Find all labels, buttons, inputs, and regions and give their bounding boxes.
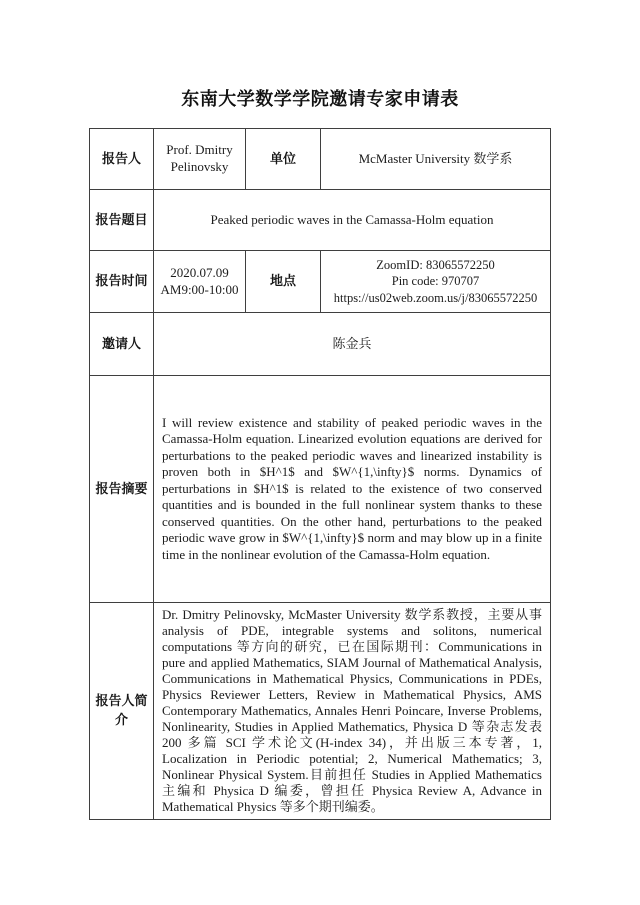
time-value [154,251,246,313]
topic-value: Peaked periodic waves in the Camassa-Holm equation [154,190,551,251]
row-inviter [90,313,551,376]
time-label: 报告时间 [90,251,154,313]
row-topic [90,190,551,251]
speaker-name-value: Prof. Dmitry Pelinovsky [154,129,246,190]
time-date-line: 2020.07.09 [170,264,229,280]
form-title: 东南大学数学学院邀请专家申请表 [181,89,459,109]
bio-text: Dr. Dmitry Pelinovsky, McMaster University 数学系教授，主要从事 analysis of PDE, integrable systems and solitons, numerical computations 等方向的研究，已在国际期刊：Communications in pure and applied Mathematics, SIAM Journal of Mathematical Analysis, Communications in Mathematical Physics, Communications in PDEs, Physics Reviewer Letters, Review in Mathematical Physics, AMS Contemporary Mathematics, Annales Henri Poincare, Inverse Problems, Nonlinearity, Studies in Applied Mathematics, Physica D 等杂志发表 200 多篇 SCI 学术论文(H-index 34)，并出版三本专著，1, Localization in Periodic potential; 2, Numerical Mathematics; 3, Nonlinear Physical System.目前担任 Studies in Applied Mathematics 主编和 Physica D 编委，曾担任 Physica Review A, Advance in Mathematical Physics 等多个期刊编委。 [154,603,551,820]
zoom-id-line: ZoomID: 83065572250 [376,258,495,273]
abstract-label: 报告摘要 [90,376,154,603]
place-value [321,251,551,313]
abstract-text: I will review existence and stability of peaked periodic waves in the Camassa-Holm equation. Linearized evolution equations are derived for perturbations to the peaked periodic waves and linearized instability is proven both in $H^1$ and $W^{1,\infty}$ norms. Dynamics of perturbations in $H^1$ is related to the existence of two conserved quantities and is bounded in the full nonlinear system thanks to these conserved quantities. On the other hand, perturbations to the peaked periodic wave grow in $W^{1,\infty}$ norm and may blow up in a finite time in the nonlinear evolution of the Camassa-Holm equation. [154,376,551,603]
speaker-label: 报告人 [90,129,154,190]
place-label: 地点 [246,251,321,313]
bio-label: 报告人简介 [90,603,154,820]
zoom-url-line: https://us02web.zoom.us/j/83065572250 [333,290,538,305]
application-form-table [89,128,551,820]
row-speaker [90,129,551,190]
topic-label: 报告题目 [90,190,154,251]
row-abstract [90,376,551,603]
time-hours-line: AM9:00-10:00 [160,281,239,297]
affiliation-label: 单位 [246,129,321,190]
pin-code-line: Pin code: 970707 [391,274,480,289]
row-bio [90,603,551,820]
inviter-value: 陈金兵 [154,313,551,376]
affiliation-value: McMaster University 数学系 [321,129,551,190]
row-time-place [90,251,551,313]
inviter-label: 邀请人 [90,313,154,376]
